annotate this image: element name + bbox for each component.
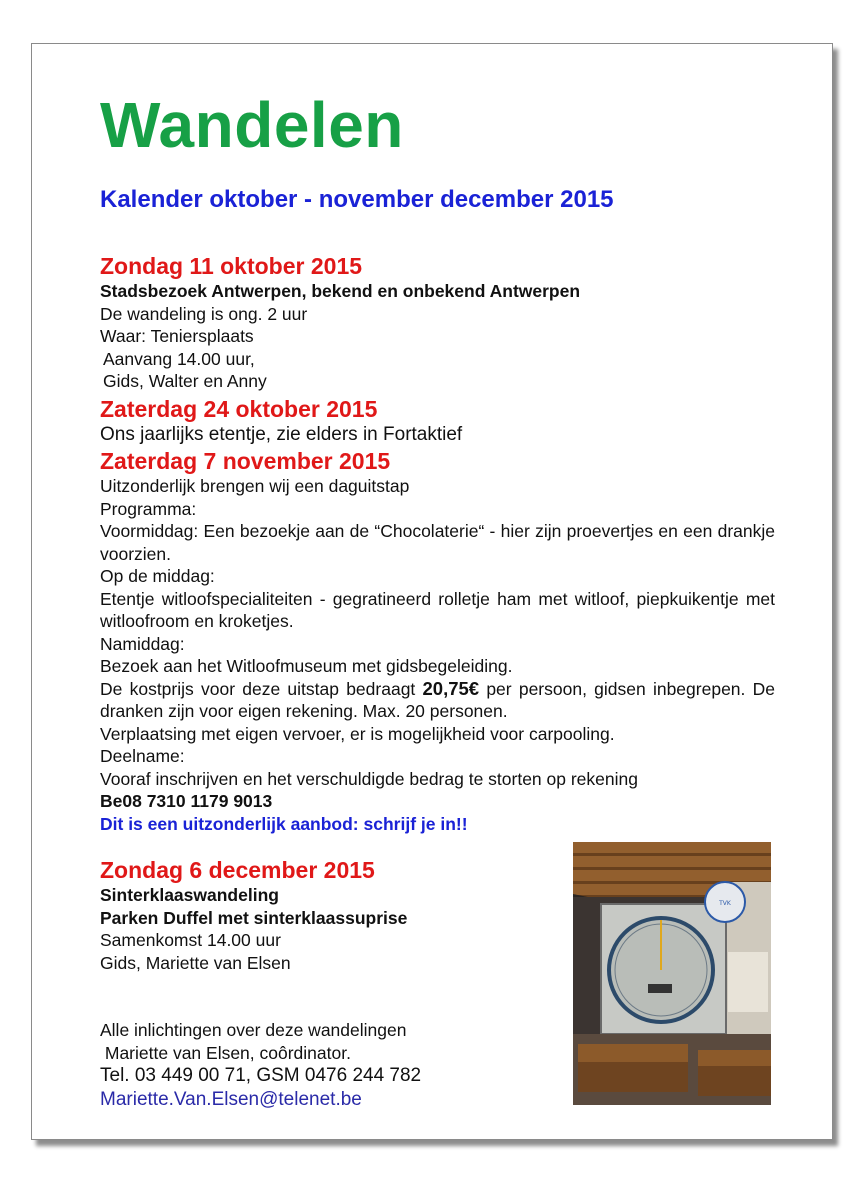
event-date: Zaterdag 24 oktober 2015 (100, 396, 378, 422)
event-block-3 (100, 447, 775, 835)
event-detail: Samenkomst 14.00 uur (100, 930, 281, 950)
event-detail: Uitzonderlijk brengen wij een daguitstap (100, 476, 410, 496)
svg-text:TVK: TVK (719, 900, 731, 907)
contact-name: Mariette van Elsen, coôrdinator. (100, 1042, 351, 1063)
event-detail: Voormiddag: Een bezoekje aan de “Chocolaterie“ - hier zijn proevertjes en een drankje voorzien. (100, 521, 775, 564)
event-detail: Gids, Mariette van Elsen (100, 952, 291, 973)
price-text-before: De kostprijs voor deze uitstap bedraagt (100, 678, 423, 699)
event-name: Stadsbezoek Antwerpen, bekend en onbekend Antwerpen (100, 281, 581, 301)
event-detail: Deelname: (100, 746, 185, 766)
event-name: Parken Duffel met sinterklaassuprise (100, 907, 408, 928)
page-subtitle: Kalender oktober - november december 2015 (100, 186, 614, 213)
price-amount: 20,75€ (422, 677, 480, 699)
event-block-4 (100, 856, 540, 974)
event-detail: Vooraf inschrijven en het verschuldigde bedrag te storten op rekening (100, 768, 638, 789)
event-name: Sinterklaaswandeling (100, 885, 279, 905)
event-detail: Programma: (100, 498, 197, 519)
contact-block (100, 1019, 540, 1112)
event-detail: Aanvang 14.00 uur, (103, 348, 255, 369)
event-detail: Op de middag: (100, 566, 215, 586)
page-title: Wandelen (100, 89, 404, 161)
event-block-1 (100, 252, 775, 393)
event-detail: Bezoek aan het Witloofmuseum met gidsbegeleiding. (100, 656, 513, 676)
witloofmuseum-photo (573, 842, 771, 1105)
event-detail: Verplaatsing met eigen vervoer, er is mogelijkheid voor carpooling. (100, 723, 615, 744)
event-date: Zaterdag 7 november 2015 (100, 448, 391, 474)
price-text-after: per persoon, gidsen inbegrepen. De dranken zijn voor eigen rekening. Max. 20 personen. (100, 678, 775, 721)
event-detail: De wandeling is ong. 2 uur (100, 303, 308, 324)
bank-account: Be08 7310 1179 9013 (100, 791, 273, 811)
contact-intro: Alle inlichtingen over deze wandelingen (100, 1020, 407, 1040)
event-detail: Ons jaarlijks etentje, zie elders in Fortaktief (100, 424, 463, 445)
event-detail: Namiddag: (100, 633, 185, 654)
contact-phone: Tel. 03 449 00 71, GSM 0476 244 782 (100, 1065, 422, 1086)
event-date: Zondag 6 december 2015 (100, 857, 375, 883)
event-detail: Gids, Walter en Anny (103, 371, 267, 391)
event-detail: Waar: Teniersplaats (100, 326, 254, 346)
contact-email-link[interactable]: Mariette.Van.Elsen@telenet.be (100, 1089, 362, 1110)
event-block-2 (100, 395, 775, 447)
photo-illustration (573, 842, 771, 1105)
event-date: Zondag 11 oktober 2015 (100, 253, 363, 279)
event-detail: Etentje witloofspecialiteiten - gegratineerd rolletje ham met witloof, piepkuikentje met witloofroom en kroketjes. (100, 588, 775, 631)
call-to-action: Dit is een uitzonderlijk aanbod: schrijf je in!! (100, 813, 468, 834)
event-price-text (100, 678, 775, 723)
